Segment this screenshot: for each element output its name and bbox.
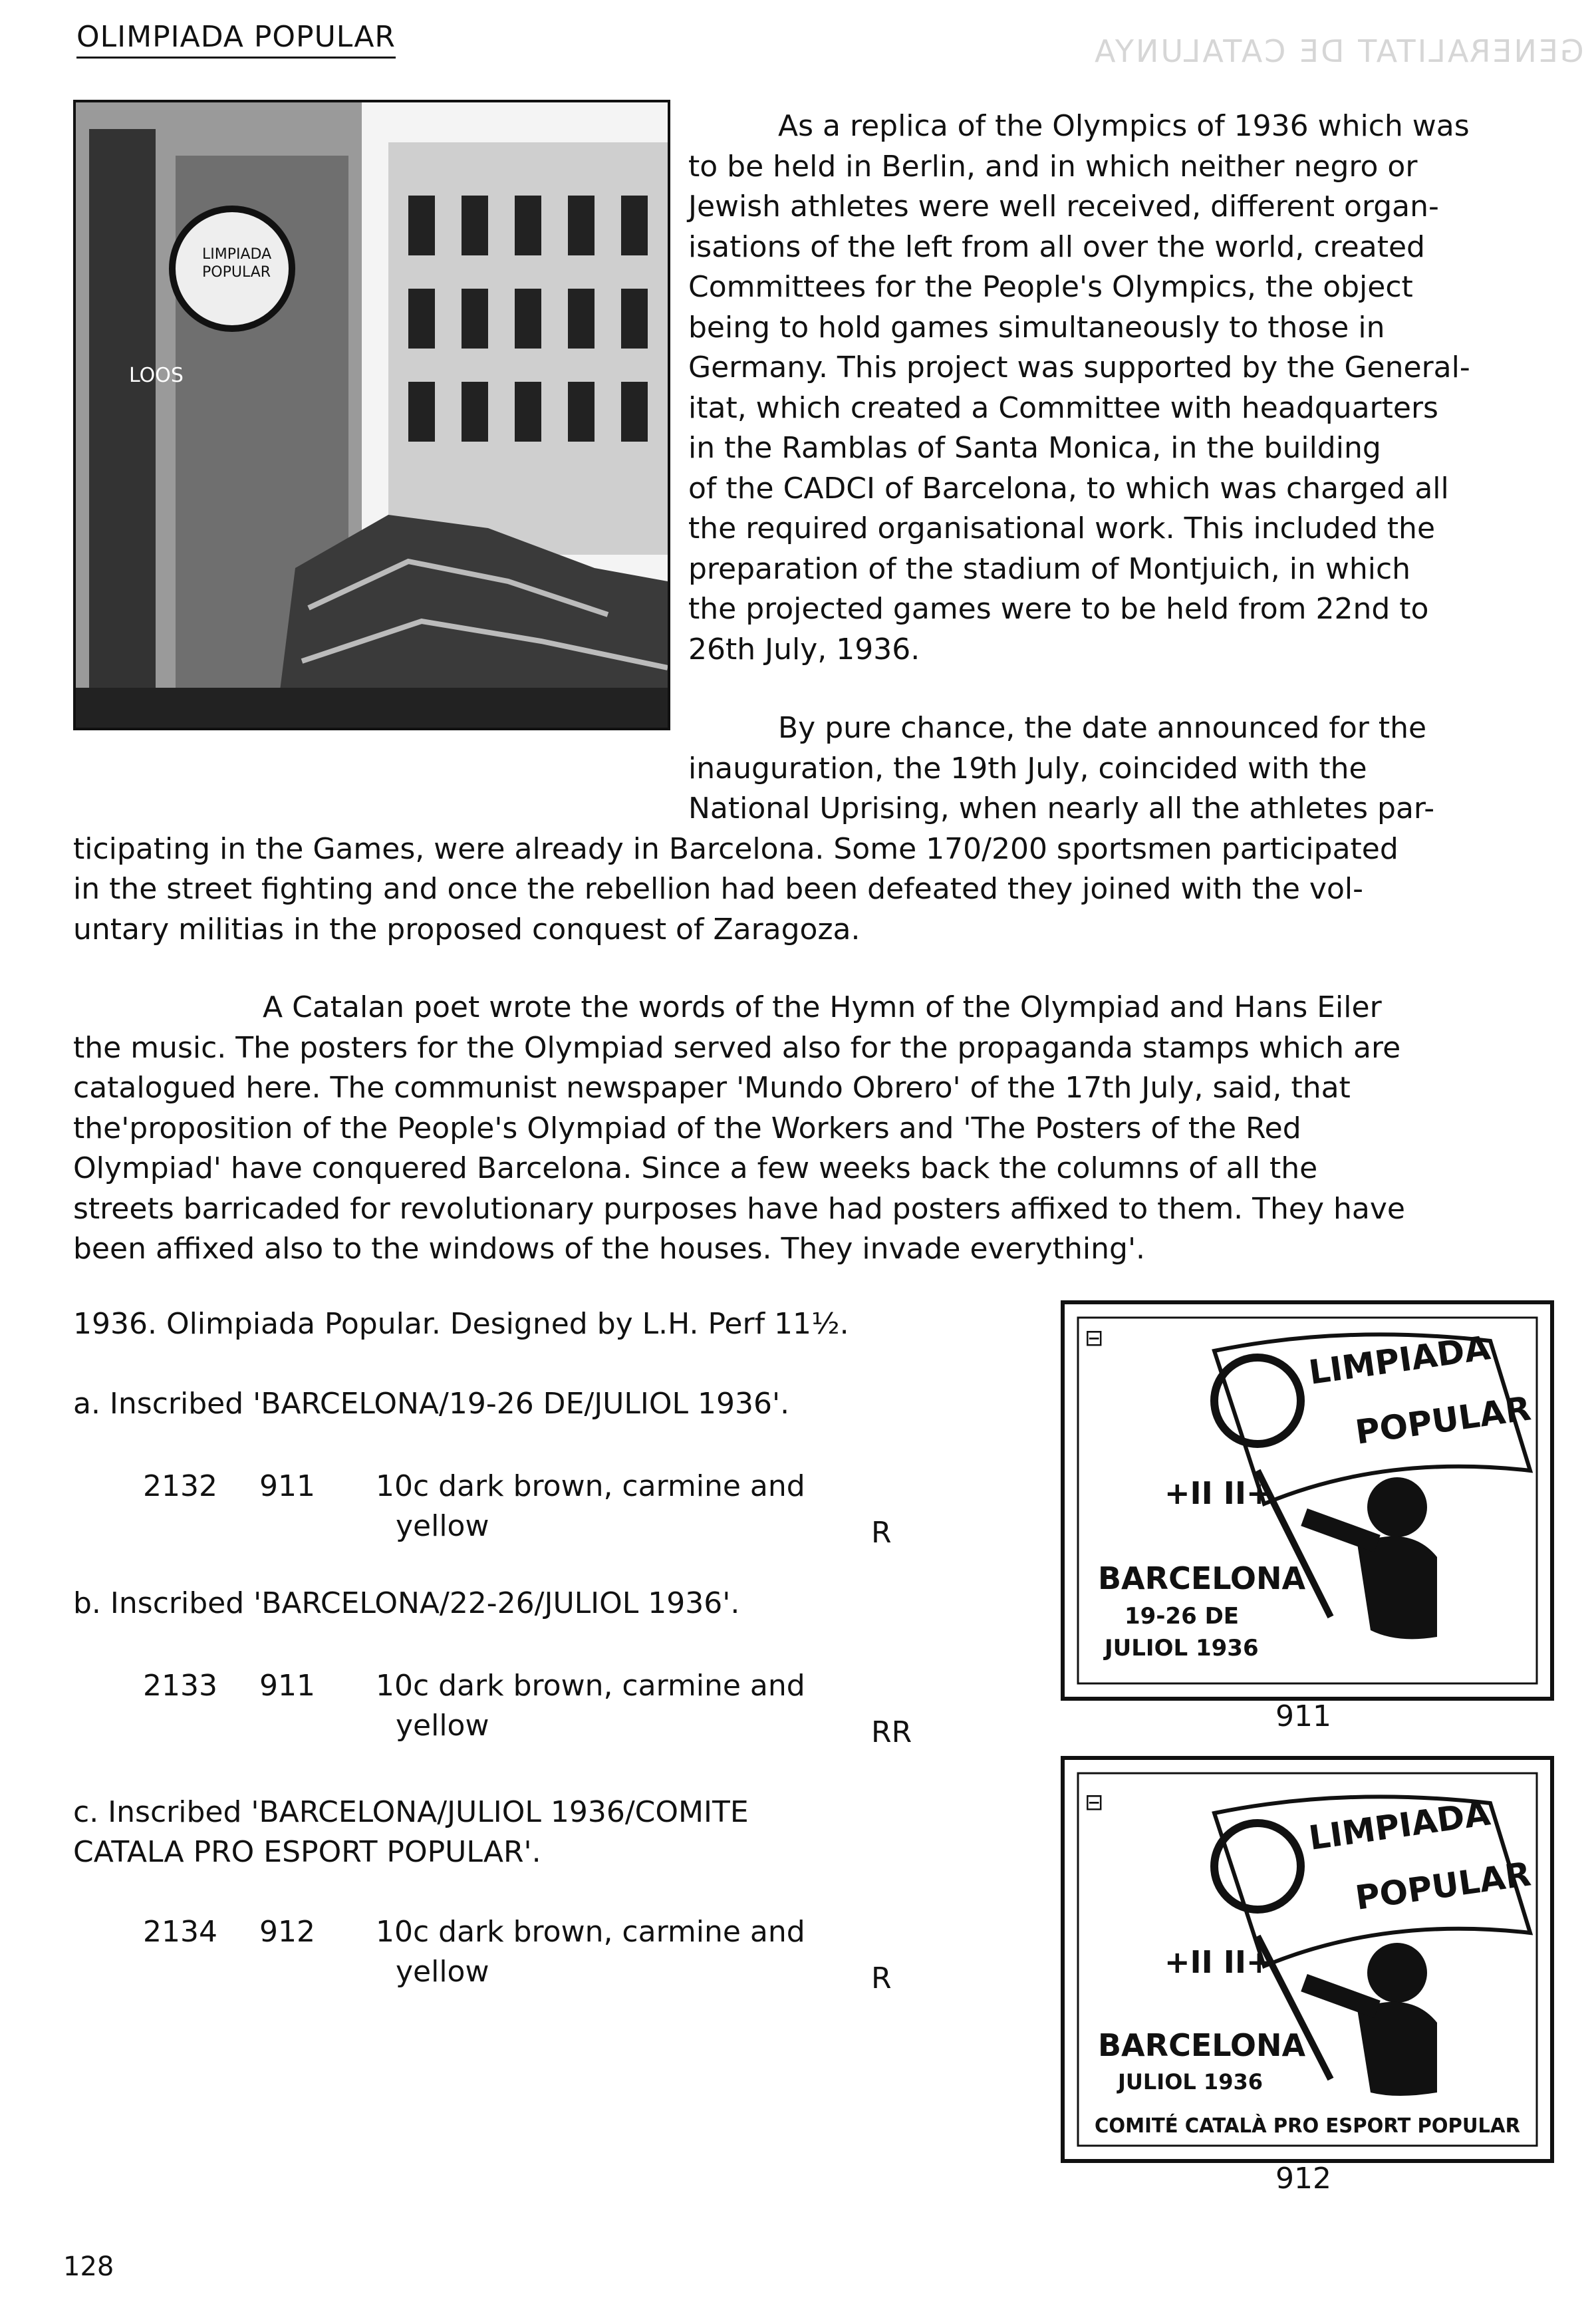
stamp-description: [376, 1912, 855, 1992]
stamp-date-2: JULIOL 1936: [1105, 1635, 1259, 1661]
catalogue-number: 2133: [143, 1669, 217, 1703]
photo-poster-text-2: POPULAR: [202, 264, 271, 281]
description-line: 10c dark brown, carmine and: [376, 1469, 805, 1503]
text-line: in the street fighting and once the rebellion had been defeated they joined with the vol-: [73, 872, 1363, 906]
rarity: R: [871, 1961, 892, 1995]
text-line: Olympiad' have conquered Barcelona. Since a few weeks back the columns of all the: [73, 1151, 1318, 1185]
catalogue-row-2132: [0, 1467, 998, 1553]
text-line: streets barricaded for revolutionary purposes have had posters affixed to them. They have: [73, 1191, 1405, 1226]
catalogue-number: 2132: [143, 1469, 217, 1503]
stamp-date-1: JULIOL 1936: [1118, 2069, 1263, 2094]
intro-paragraph: [688, 106, 1546, 670]
stamp-912-caption: 912: [1275, 2162, 1331, 2196]
text-line: inauguration, the 19th July, coincided with the: [688, 751, 1367, 786]
group-b-label: b. Inscribed 'BARCELONA/22-26/JULIOL 1936'.: [73, 1586, 740, 1620]
catalogue-number: 2134: [143, 1915, 217, 1949]
page-number: 128: [63, 2251, 114, 2282]
stamp-type: 911: [259, 1469, 315, 1503]
text-line: been affixed also to the windows of the houses. They invade everything'.: [73, 1232, 1146, 1266]
stamp-banner-text-2: POPULAR: [1353, 1854, 1533, 1918]
description-line: yellow: [396, 1709, 489, 1743]
photo-poster-text-1: LIMPIADA: [202, 246, 272, 263]
label-line: CATALA PRO ESPORT POPULAR'.: [73, 1835, 541, 1869]
stamp-city: BARCELONA: [1098, 2027, 1306, 2063]
stamp-symbol: +II II+: [1164, 1944, 1272, 1980]
hymn-paragraph: [73, 988, 1546, 1270]
stamp-description: [376, 1666, 855, 1746]
text-line: Jewish athletes were well received, different organ-: [688, 190, 1439, 223]
text-line: catalogued here. The communist newspaper 'Mundo Obrero' of the 17th July, said, that: [73, 1071, 1351, 1105]
text-line: isations of the left from all over the world, created: [688, 229, 1425, 264]
stamp-banner-text-1: LIMPIADA: [1306, 1794, 1493, 1858]
text-line: to be held in Berlin, and in which neither negro or: [688, 149, 1418, 184]
stamp-description: [376, 1467, 855, 1546]
listing-heading: 1936. Olimpiada Popular. Designed by L.H. Perf 11½.: [73, 1307, 849, 1341]
text-line: the projected games were to be held from 22nd to: [688, 592, 1429, 626]
stamp-912-artwork: [1065, 1760, 1550, 2159]
stamp-banner-text-2: POPULAR: [1353, 1389, 1533, 1452]
description-line: 10c dark brown, carmine and: [376, 1669, 805, 1703]
stamp-911-caption: 911: [1275, 1699, 1331, 1733]
corner-mark: ⊟: [1085, 1789, 1104, 1816]
stamp-symbol: +II II+: [1164, 1475, 1272, 1511]
text-line: the music. The posters for the Olympiad served also for the propaganda stamps which are: [73, 1030, 1401, 1065]
catalogue-row-2133: [0, 1666, 998, 1753]
street-photo: [73, 100, 670, 730]
description-line: yellow: [396, 1955, 489, 1989]
bleed-through-header: GENERALITAT DE CATALUNYA: [1093, 33, 1584, 69]
stamp-912: [1061, 1756, 1554, 2163]
text-line: By pure chance, the date announced for the: [778, 711, 1427, 745]
description-line: 10c dark brown, carmine and: [376, 1915, 805, 1949]
text-line: 26th July, 1936.: [688, 632, 920, 666]
text-line: in the Ramblas of Santa Monica, in the building: [688, 431, 1381, 465]
corner-mark: ⊟: [1085, 1325, 1104, 1352]
group-c-label: [73, 1793, 749, 1872]
text-line: National Uprising, when nearly all the athletes par-: [688, 791, 1435, 825]
text-line: the required organisational work. This included the: [688, 511, 1436, 545]
text-line: As a replica of the Olympics of 1936 which was: [778, 109, 1470, 143]
text-line: Committees for the People's Olympics, the object: [688, 270, 1413, 304]
stamp-date-1: 19-26 DE: [1125, 1603, 1240, 1630]
description-line: yellow: [396, 1509, 489, 1543]
page-title: OLIMPIADA POPULAR: [76, 20, 396, 59]
text-line: being to hold games simultaneously to those in: [688, 310, 1385, 345]
uprising-paragraph: [73, 708, 1546, 950]
text-line: the'proposition of the People's Olympiad of the Workers and 'The Posters of the Red: [73, 1111, 1301, 1145]
stamp-911: [1061, 1300, 1554, 1701]
stamp-911-artwork: [1065, 1304, 1550, 1697]
text-line: untary militias in the proposed conquest of Zaragoza.: [73, 912, 861, 946]
rarity: R: [871, 1516, 892, 1550]
text-line: ticipating in the Games, were already in Barcelona. Some 170/200 sportsmen participated: [73, 831, 1398, 866]
text-line: itat, which created a Committee with headquarters: [688, 390, 1438, 425]
stamp-committee: COMITÉ CATALÀ PRO ESPORT POPULAR: [1095, 2114, 1533, 2138]
street-photo-drawing: [76, 102, 668, 728]
text-line: A Catalan poet wrote the words of the Hymn of the Olympiad and Hans Eiler: [263, 990, 1382, 1024]
stamp-type: 911: [259, 1669, 315, 1703]
stamp-type: 912: [259, 1915, 315, 1949]
stamp-banner-text-1: LIMPIADA: [1306, 1328, 1493, 1392]
group-a-label: a. Inscribed 'BARCELONA/19-26 DE/JULIOL 1936'.: [73, 1387, 790, 1421]
photo-poster-text-3: LOOS: [129, 364, 184, 387]
rarity: RR: [871, 1715, 912, 1749]
catalogue-row-2134: [0, 1912, 998, 1999]
text-line: preparation of the stadium of Montjuich, in which: [688, 551, 1411, 586]
text-line: Germany. This project was supported by the General-: [688, 351, 1470, 384]
stamp-city: BARCELONA: [1098, 1560, 1306, 1596]
text-line: of the CADCI of Barcelona, to which was charged all: [688, 471, 1449, 505]
label-line: c. Inscribed 'BARCELONA/JULIOL 1936/COMITE: [73, 1795, 749, 1829]
